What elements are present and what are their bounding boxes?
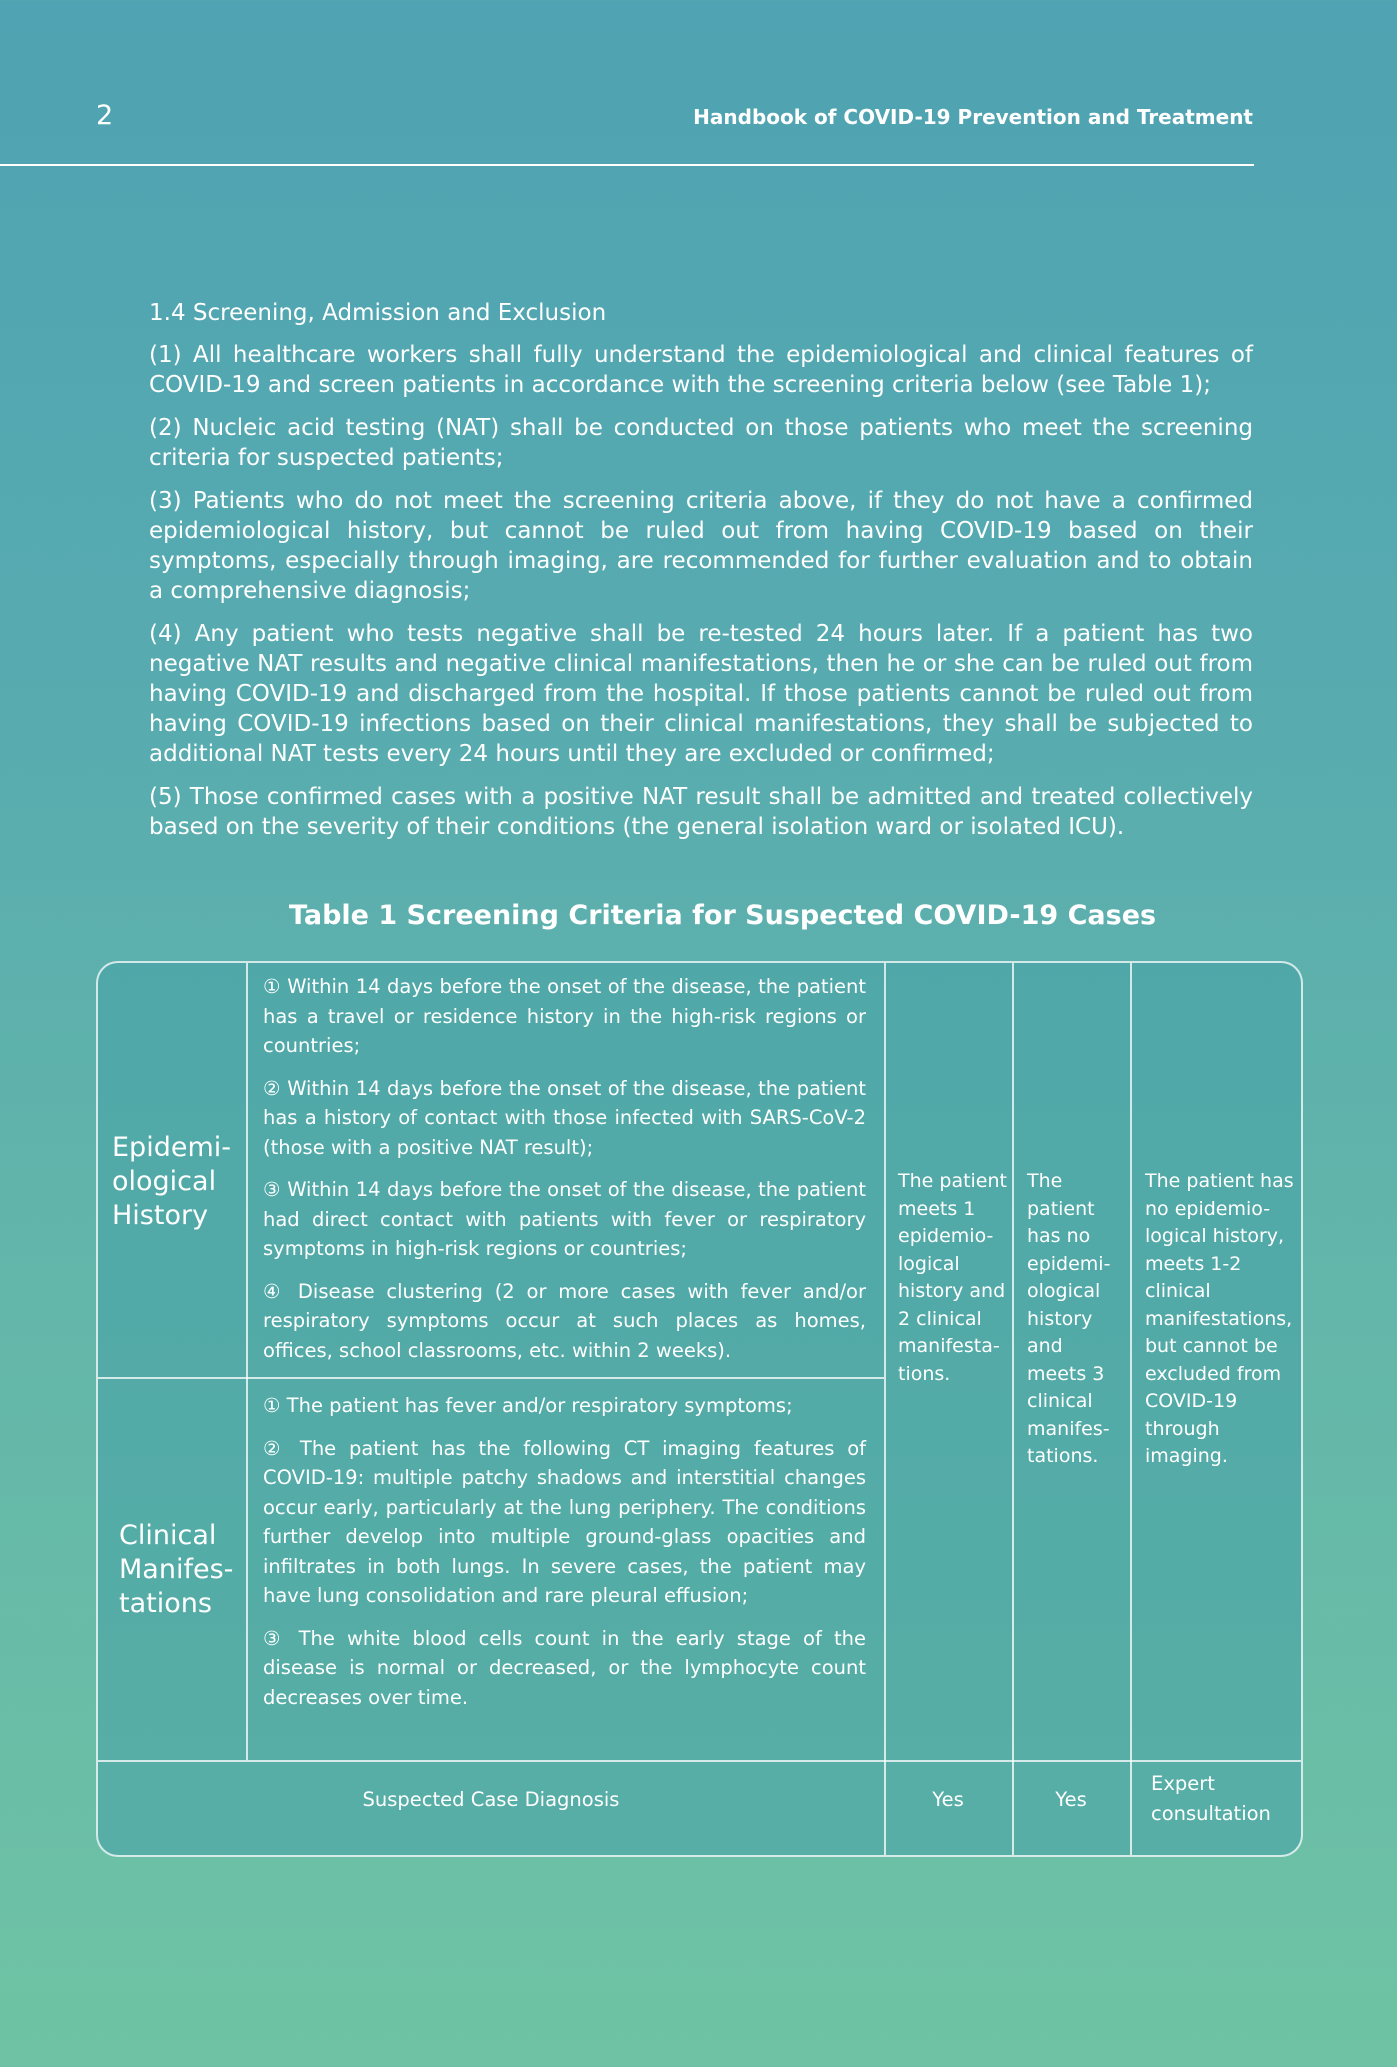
diagnosis-value-1: Yes <box>932 1788 964 1811</box>
criterion-item: ① Within 14 days before the onset of the disease, the patient has a travel or residence history in the high-risk regions or countries; <box>263 975 866 1057</box>
table-title: Table 1 Screening Criteria for Suspected COVID-19 Cases <box>288 900 1157 931</box>
epidemiological-history-label: Epidemi- ological History <box>112 1132 231 1231</box>
table-divider <box>1130 963 1132 1855</box>
table-divider <box>1012 963 1014 1855</box>
condition-column-1: The patient meets 1 epidemio- logical history and 2 clinical manifesta- tions. <box>898 1170 1007 1385</box>
section-heading: 1.4 Screening, Admission and Exclusion <box>149 300 607 326</box>
table-divider <box>98 1760 1301 1762</box>
clinical-manifestations-label: Clinical Manifes- tations <box>119 1520 234 1619</box>
clinical-criteria <box>263 1391 866 1725</box>
condition-column-2: The patient has no epidemi- ological history and meets 3 clinical manifes- tations. <box>1027 1170 1111 1467</box>
criterion-item: ② Within 14 days before the onset of the disease, the patient has a history of contact with those infected with SARS-CoV-2 (those with a positive NAT result); <box>263 1076 866 1159</box>
table-divider <box>246 963 248 1760</box>
criterion-item: ③ Within 14 days before the onset of the disease, the patient had direct contact with patients with fever or respiratory symptoms in high-risk regions or countries; <box>263 1178 866 1260</box>
table-divider <box>884 963 886 1855</box>
epidemiological-criteria <box>263 972 866 1378</box>
criterion-item: ③ The white blood cells count in the early stage of the disease is normal or decreased, or the lymphocyte count decreases over time. <box>263 1626 866 1709</box>
diagnosis-value-2: Yes <box>1055 1788 1087 1811</box>
criterion-item: ② The patient has the following CT imaging features of COVID-19: multiple patchy shadows and interstitial changes occur early, particularly at the lung periphery. The conditions further develop into multiple ground-glass opacities and infiltrates in both lungs. In severe cases, the patient may have lung consolidation and rare pleural effusion; <box>263 1436 866 1607</box>
header-rule <box>0 164 1254 166</box>
criterion-item: ① The patient has fever and/or respiratory symptoms; <box>263 1394 793 1417</box>
paragraph-1: (1) All healthcare workers shall fully understand the epidemiological and clinical features of COVID-19 and screen patients in accordance with the screening criteria below (see Table 1); <box>149 342 1253 398</box>
running-title: Handbook of COVID-19 Prevention and Treatment <box>693 105 1253 129</box>
suspected-case-diagnosis-label: Suspected Case Diagnosis <box>362 1788 620 1811</box>
section-body <box>149 298 1253 855</box>
paragraph-4: (4) Any patient who tests negative shall be re-tested 24 hours later. If a patient has two negative NAT results and negative clinical manifestations, then he or she can be ruled out from having COVID-19 and discharged from the hospital. If those patients cannot be ruled out from having COVID-19 infections based on their clinical manifestations, they shall be subjected to additional NAT tests every 24 hours until they are excluded or confirmed; <box>149 621 1253 767</box>
diagnosis-value-3: Expert consultation <box>1151 1772 1271 1825</box>
paragraph-5: (5) Those confirmed cases with a positive NAT result shall be admitted and treated collectively based on the severity of their conditions (the general isolation ward or isolated ICU). <box>149 784 1253 840</box>
paragraph-3: (3) Patients who do not meet the screening criteria above, if they do not have a confirmed epidemiological history, but cannot be ruled out from having COVID-19 based on their symptoms, especially through imaging, are recommended for further evaluation and to obtain a comprehensive diagnosis; <box>149 488 1253 604</box>
paragraph-2: (2) Nucleic acid testing (NAT) shall be conducted on those patients who meet the screening criteria for suspected patients; <box>149 415 1253 471</box>
criterion-item: ④ Disease clustering (2 or more cases with fever and/or respiratory symptoms occur at such places as homes, offices, school classrooms, etc. within 2 weeks). <box>263 1279 866 1362</box>
page-number: 2 <box>96 100 114 131</box>
condition-column-3: The patient has no epidemio- logical history, meets 1-2 clinical manifestations, but cannot be excluded from COVID-19 through imaging. <box>1145 1170 1294 1467</box>
screening-criteria-table <box>96 961 1303 1857</box>
